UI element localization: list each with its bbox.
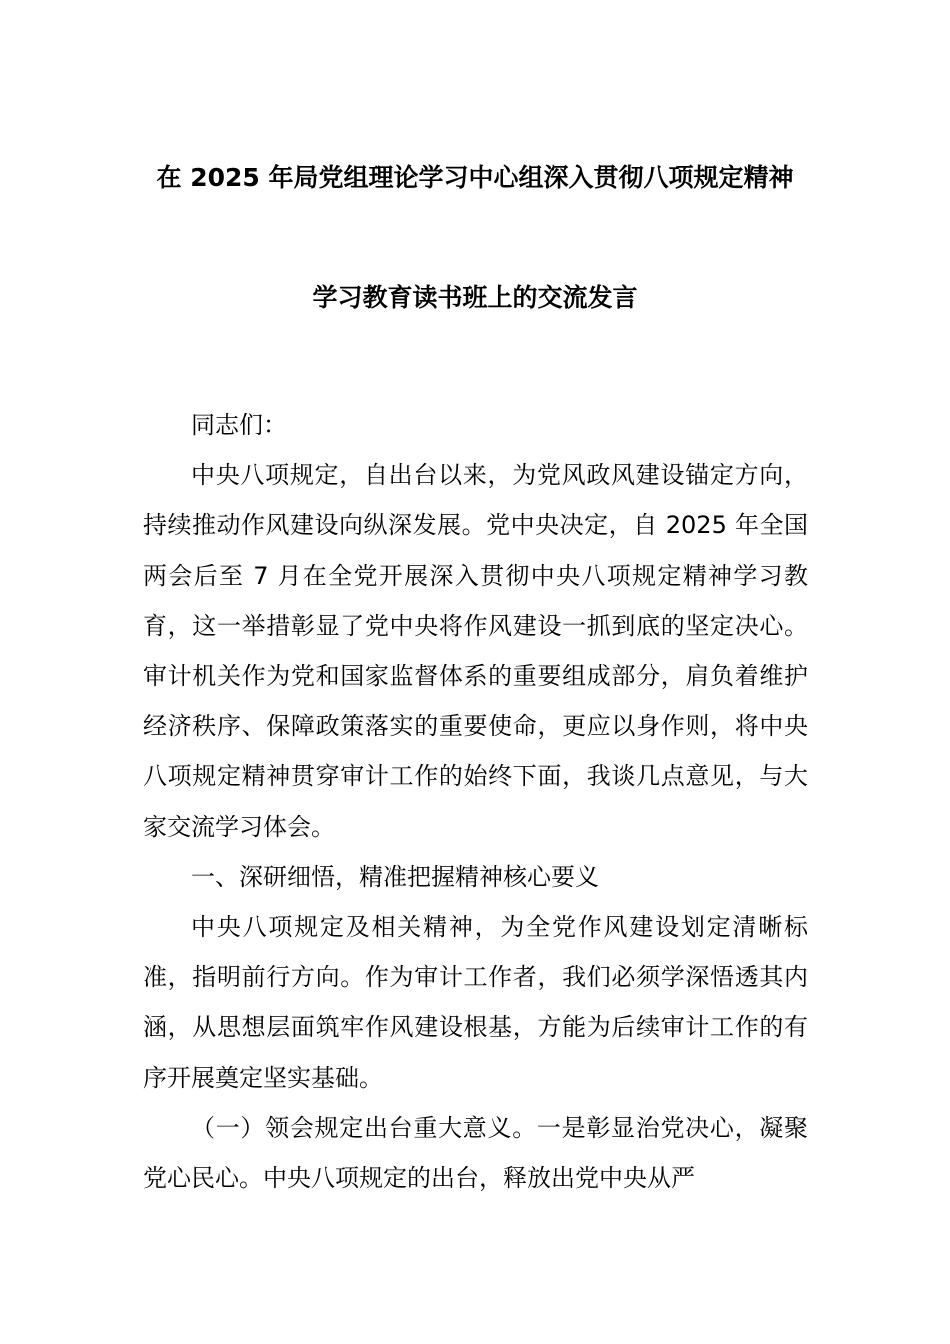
document-body — [143, 400, 808, 1203]
paragraph-3: （一）领会规定出台重大意义。一是彰显治党决心，凝聚党心民心。中央八项规定的出台，释放出党中央从严 — [143, 1113, 808, 1193]
paragraph-1: 中央八项规定，自出台以来，为党风政风建设锚定方向，持续推动作风建设向纵深发展。党中央决定，自 2025 年全国两会后至 7 月在全党开展深入贯彻中央八项规定精神学习教育，这一举措彰显了党中央将作风建设一抓到底的坚定决心。审计机关作为党和国家监督体系的重要组成部分，肩负着维护经济秩序、保障政策落实的重要使命，更应以身作则，将中央八项规定精神贯穿审计工作的始终下面，我谈几点意见，与大家交流学习体会。 — [143, 461, 808, 841]
section-1-heading: 一、深研细悟，精准把握精神核心要义 — [191, 862, 599, 891]
salutation: 同志们： — [191, 411, 287, 439]
document-title-line-1: 在 2025 年局党组理论学习中心组深入贯彻八项规定精神 — [156, 163, 794, 192]
document-title-line-2: 学习教育读书班上的交流发言 — [312, 283, 638, 312]
paragraph-2: 中央八项规定及相关精神，为全党作风建设划定清晰标准，指明前行方向。作为审计工作者，我们必须学深悟透其内涵，从思想层面筑牢作风建设根基，方能为后续审计工作的有序开展奠定坚实基础。 — [143, 913, 808, 1092]
